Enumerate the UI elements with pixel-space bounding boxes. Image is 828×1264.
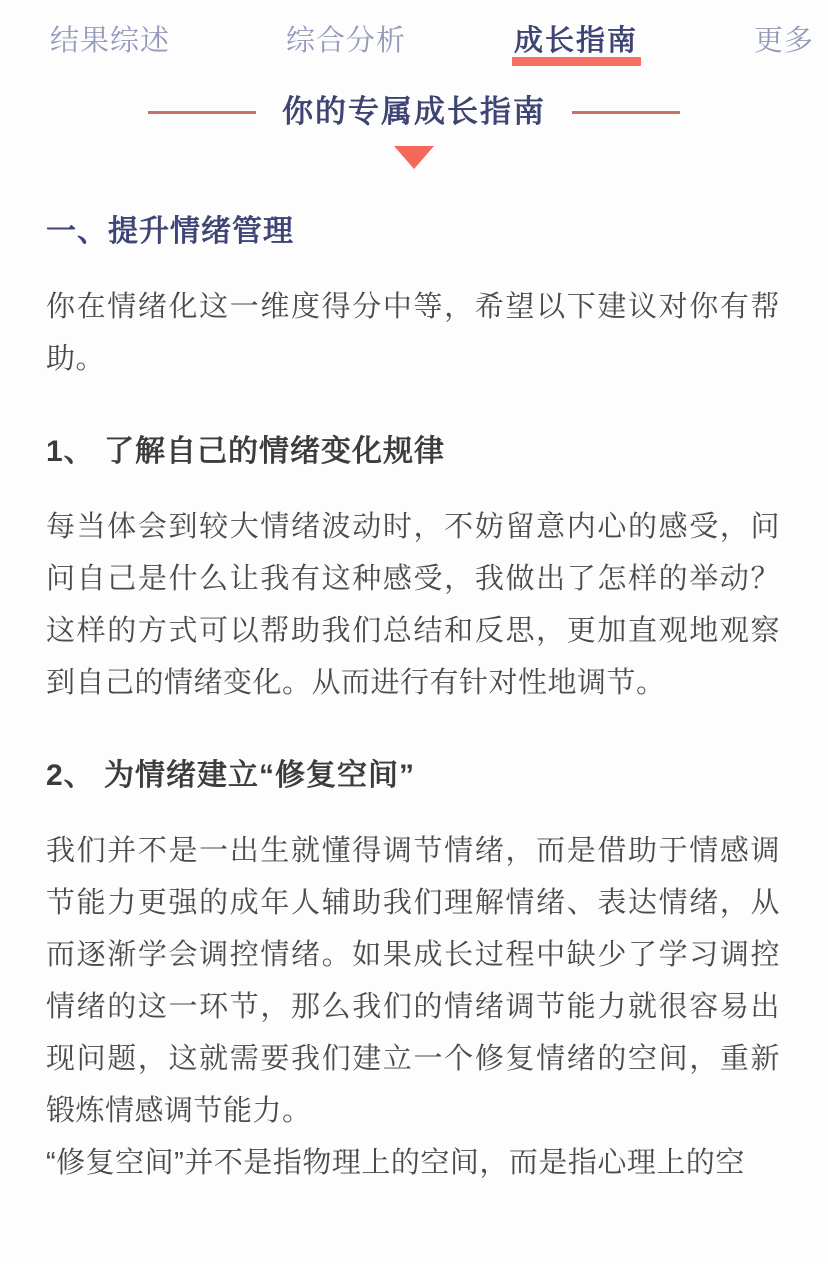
triangle-down-icon <box>394 146 434 169</box>
tab-label: 更多 <box>754 25 815 57</box>
section-heading: 一、提升情绪管理 <box>46 215 294 248</box>
title-rule-right <box>572 111 680 114</box>
tab-label: 综合分析 <box>286 25 407 57</box>
tab-label: 结果综述 <box>50 25 171 57</box>
title-rule-left <box>148 111 256 114</box>
title-arrow-wrap <box>0 146 828 169</box>
tab-comprehensive-analysis[interactable] <box>286 0 406 58</box>
active-tab-underline <box>512 57 641 66</box>
page-title: 你的专属成长指南 <box>282 94 546 129</box>
tab-result-summary[interactable] <box>50 0 170 58</box>
tab-bar <box>0 0 828 84</box>
page-title-row <box>0 94 828 130</box>
growth-guide-content <box>0 213 828 1189</box>
item-paragraph-2-1: 我们并不是一出生就懂得调节情绪，而是借助于情感调节能力更强的成年人辅助我们理解情绪、表达情绪，从而逐渐学会调控情绪。如果成长过程中缺少了学习调控情绪的这一环节，那么我们的情绪调节能力就很容易出现问题，这就需要我们建立一个修复情绪的空间，重新锻炼情感调节能力。 <box>46 835 780 1127</box>
item-heading-1: 1、 了解自己的情绪变化规律 <box>46 435 446 468</box>
item-paragraph-1-1: 每当体会到较大情绪波动时，不妨留意内心的感受，问问自己是什么让我有这种感受，我做出了怎样的举动？这样的方式可以帮助我们总结和反思，更加直观地观察到自己的情绪变化。从而进行有针对性地调节。 <box>46 511 780 699</box>
item-heading-2: 2、 为情绪建立“修复空间” <box>46 759 416 792</box>
tab-growth-guide[interactable] <box>514 0 638 58</box>
tab-label: 成长指南 <box>514 25 639 57</box>
intro-paragraph: 你在情绪化这一维度得分中等，希望以下建议对你有帮助。 <box>46 291 780 375</box>
item-paragraph-2-2: “修复空间”并不是指物理上的空间，而是指心理上的空 <box>46 1147 745 1179</box>
tab-more[interactable] <box>754 0 814 58</box>
